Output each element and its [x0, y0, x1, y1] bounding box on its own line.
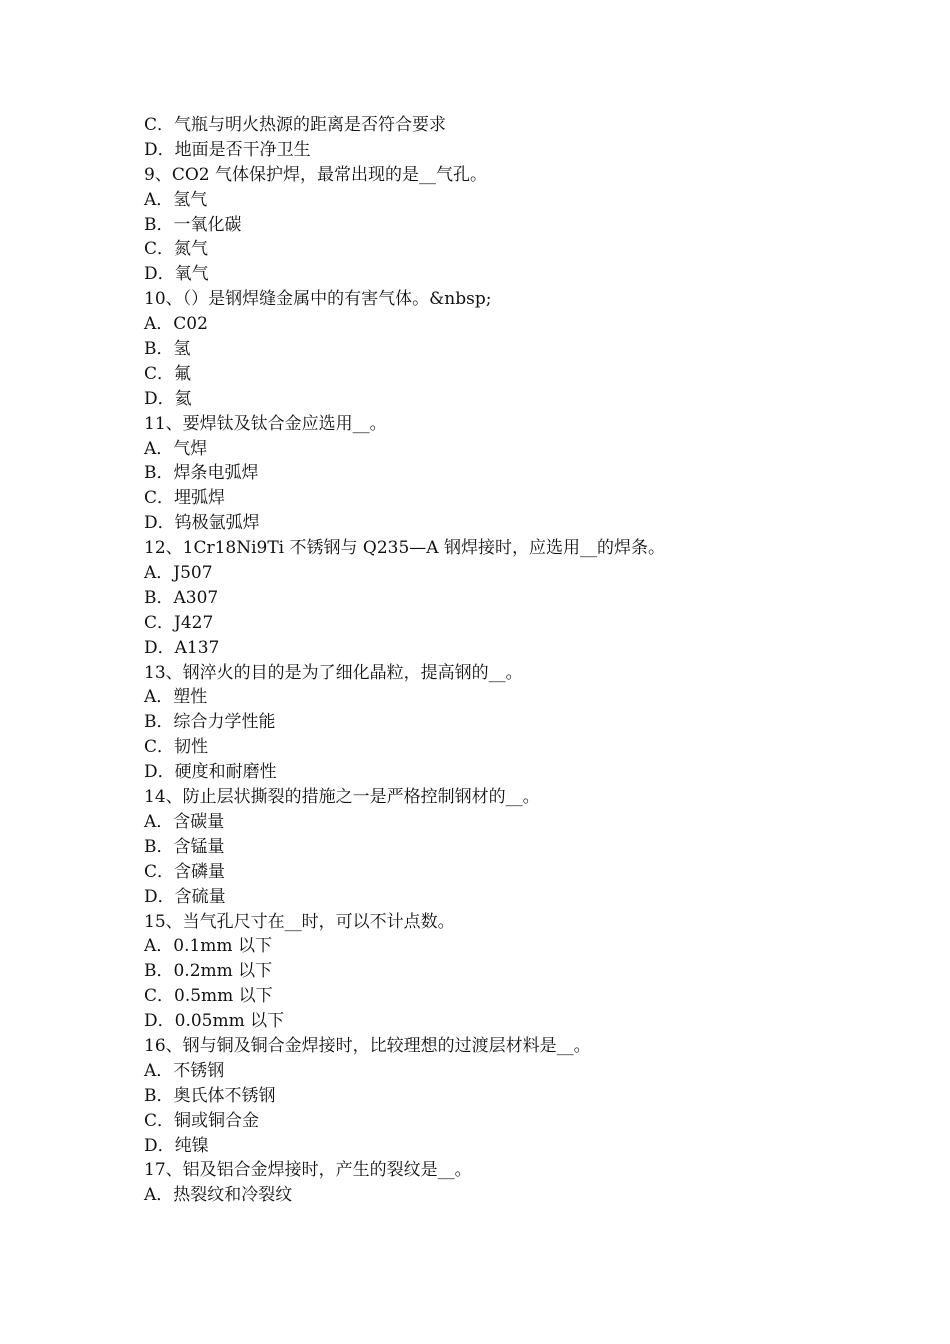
option-line: A．C02: [144, 314, 208, 335]
option-line: D．钨极氩弧焊: [144, 513, 260, 534]
option-line: A．不锈钢: [144, 1060, 225, 1081]
question-line: 11、要焊钛及钛合金应选用__。: [144, 413, 387, 434]
option-line: C．气瓶与明火热源的距离是否符合要求: [144, 115, 447, 135]
option-line: C．铜或铜合金: [144, 1110, 260, 1131]
option-line: B．一氧化碳: [144, 214, 242, 235]
option-line: C．韧性: [144, 737, 209, 758]
question-line: 14、防止层状撕裂的措施之一是严格控制钢材的__。: [144, 787, 540, 808]
option-line: D．纯镍: [144, 1135, 209, 1156]
option-line: C．氟: [144, 363, 192, 384]
option-line: C．氮气: [144, 239, 209, 260]
option-line: C．J427: [144, 612, 214, 633]
option-line: D．硬度和耐磨性: [144, 762, 277, 783]
option-line: B．焊条电弧焊: [144, 463, 259, 484]
option-line: B．0.2mm 以下: [144, 961, 273, 982]
option-line: D．含硫量: [144, 886, 226, 907]
option-line: B．氢: [144, 339, 191, 360]
option-line: B．综合力学性能: [144, 712, 276, 733]
question-line: 13、钢淬火的目的是为了细化晶粒，提高钢的__。: [144, 662, 523, 683]
option-line: A．塑性: [144, 687, 208, 708]
option-line: D．0.05mm 以下: [144, 1011, 285, 1032]
question-line: 15、当气孔尺寸在__时，可以不计点数。: [144, 911, 455, 932]
option-line: B．奥氏体不锈钢: [144, 1085, 276, 1106]
option-line: C．埋弧焊: [144, 488, 226, 509]
option-line: D．氧气: [144, 264, 209, 285]
option-line: C．含磷量: [144, 861, 226, 882]
option-line: A．气焊: [144, 438, 208, 459]
question-line: 17、铝及铝合金焊接时，产生的裂纹是__。: [144, 1160, 472, 1181]
option-line: B．A307: [144, 587, 219, 608]
option-line: A．0.1mm 以下: [144, 936, 272, 957]
question-line: 10、（）是钢焊缝金属中的有害气体。&nbsp;: [144, 289, 492, 310]
option-line: A．热裂纹和冷裂纹: [144, 1185, 293, 1206]
option-line: D．地面是否干净卫生: [144, 139, 311, 160]
option-line: D．A137: [144, 637, 220, 658]
option-line: A．J507: [144, 563, 213, 584]
option-line: D．氦: [144, 388, 192, 409]
option-line: C．0.5mm 以下: [144, 986, 273, 1007]
option-line: B．含锰量: [144, 836, 225, 857]
question-line: 12、1Cr18Ni9Ti 不锈钢与 Q235—A 钢焊接时，应选用__的焊条。: [144, 538, 665, 559]
question-line: 9、CO2 气体保护焊，最常出现的是__气孔。: [144, 164, 487, 185]
question-list: [144, 113, 864, 1208]
option-line: A．氢气: [144, 189, 208, 210]
option-line: A．含碳量: [144, 811, 225, 832]
question-line: 16、钢与铜及铜合金焊接时，比较理想的过渡层材料是__。: [144, 1035, 591, 1056]
